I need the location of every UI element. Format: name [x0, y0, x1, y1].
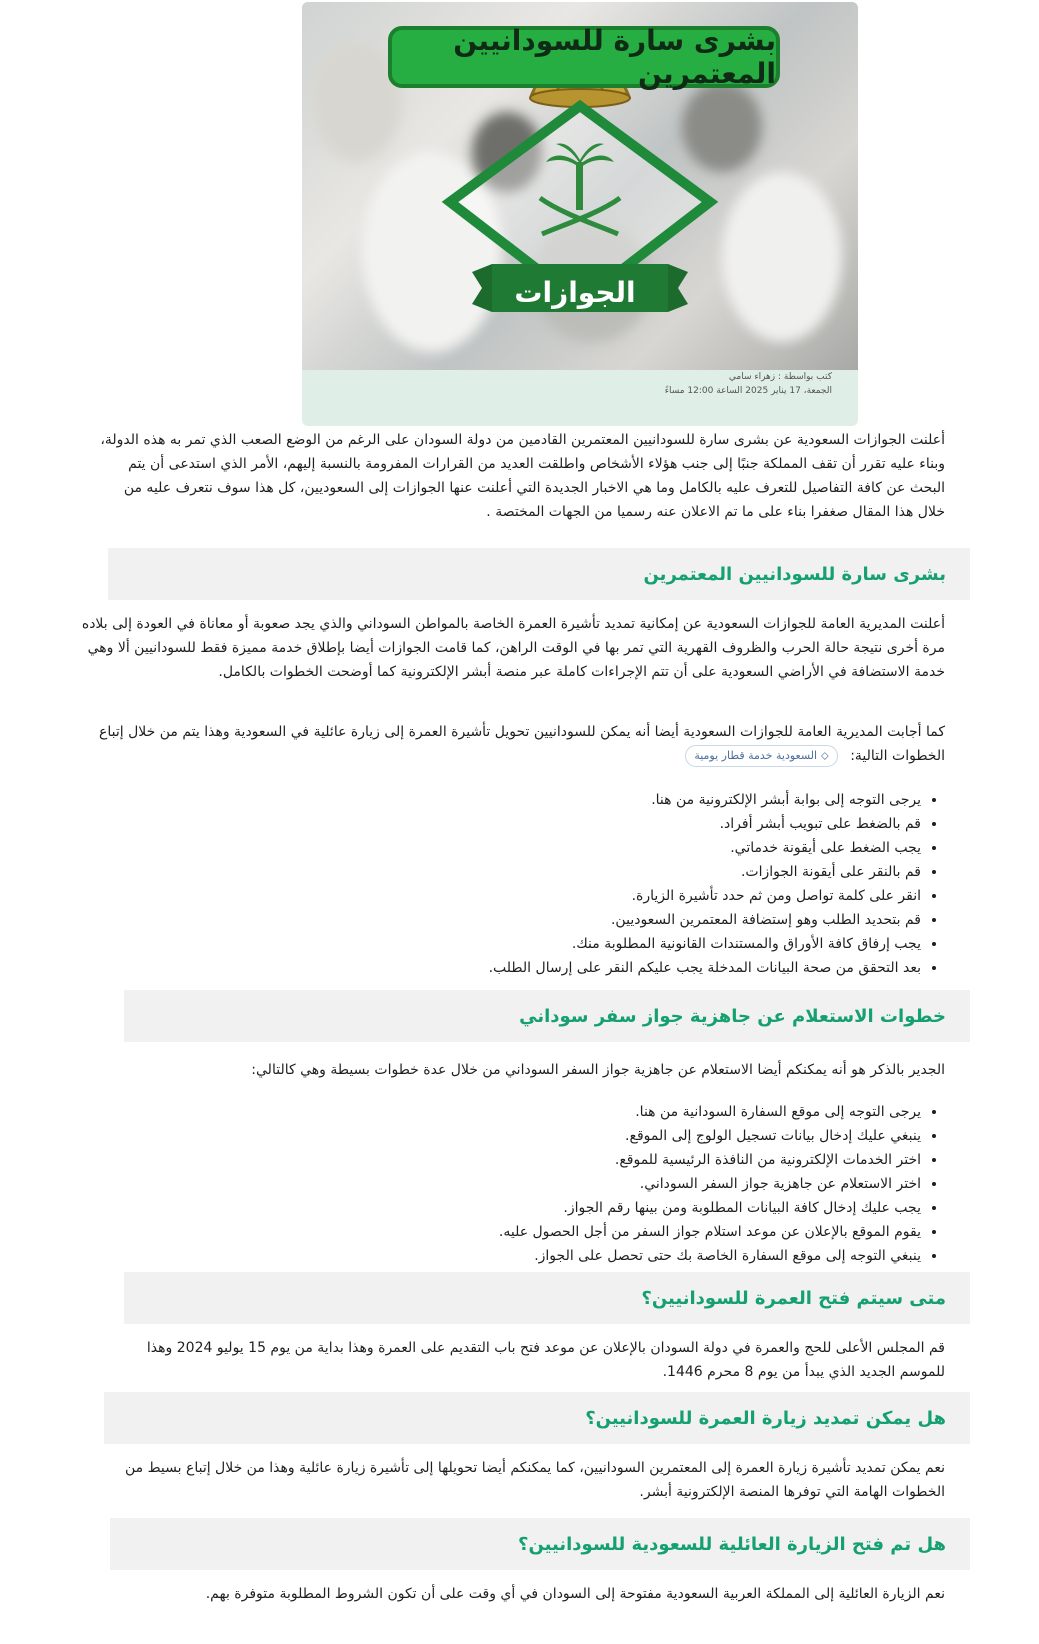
section4-paragraph: نعم يمكن تمديد تأشيرة زيارة العمرة إلى المعتمرين السودانيين، كما يمكنكم أيضا تحويلها إلى تأشيرة زيارة عائلية وهذا من خلال إتباع بسيط من الخطوات الهامة التي توفرها المنصة الإلكترونية أبشر. — [125, 1460, 945, 1500]
date-line: الجمعة، 17 يناير 2025 الساعة 12:00 مساءً — [664, 386, 832, 396]
related-article-tag-label: السعودية خدمة قطار يومية — [694, 749, 818, 762]
list-item: • اختر الخدمات الإلكترونية من النافذة الرئيسية للموقع. — [499, 1148, 921, 1172]
list-item: • بعد التحقق من صحة البيانات المدخلة يجب عليكم النقر على إرسال الطلب. — [489, 956, 921, 980]
list-item: • اختر الاستعلام عن جاهزية جواز السفر السوداني. — [499, 1172, 921, 1196]
section-heading-good-news: بشرى سارة للسودانيين المعتمرين — [108, 548, 970, 600]
list-item: • يجب الضغط على أيقونة خدماتي. — [489, 836, 921, 860]
hero-banner-title: بشرى سارة للسودانيين المعتمرين — [388, 26, 780, 88]
section-heading-passport-inquiry: خطوات الاستعلام عن جاهزية جواز سفر سوداني — [124, 990, 970, 1042]
section1-paragraph-2-text: كما أجابت المديرية العامة للجوازات السعودية أيضا أنه يمكن للسودانيين تحويل تأشيرة العمرة إلى زيارة عائلية في السعودية وهذا يتم من خلال إتباع الخطوات التالية: — [99, 724, 945, 764]
section-heading-umrah-extension: هل يمكن تمديد زيارة العمرة للسودانيين؟ — [104, 1392, 970, 1444]
related-article-tag[interactable] — [685, 745, 837, 767]
list-item: • يجب إرفاق كافة الأوراق والمستندات القانونية المطلوبة منك. — [489, 932, 921, 956]
intro-paragraph: أعلنت الجوازات السعودية عن بشرى سارة للسودانيين المعتمرين القادمين من دولة السودان على الرغم من الوضع الصعب الذي تمر به هذه الدولة، وبناء عليه تقرر أن تقف المملكة جنبًا إلى جنب هؤلاء الأشخاص واطلقت العديد من القرارات المفرومة بالنسبة إليهم، الأمر الذي استدعى أن يتم البحث عن كافة التفاصيل للتعرف عليه بالكامل وما هي الاخبار الجديدة التي أعلنت عنها الجوازات إلى السعوديين، كل هذا سوف نتعرف عليه من خلال هذا المقال صغفرا بناء على ما تم الاعلان عنه رسميا من الجهات المختصة . — [100, 432, 945, 520]
list-item: • قم بتحديد الطلب وهو إستضافة المعتمرين السعوديين. — [489, 908, 921, 932]
hero-image — [302, 2, 858, 426]
author-line: كتب بواسطة : زهراء سامي — [728, 372, 832, 382]
section3-paragraph: قم المجلس الأعلى للحج والعمرة في دولة السودان بالإعلان عن موعد فتح باب التقديم على العمرة وهذا بداية من يوم 15 يوليو 2024 وهذا للموسم الجديد الذي يبدأ من يوم 8 محرم 1446. — [146, 1340, 945, 1380]
section2-steps-list — [499, 1100, 943, 1268]
list-item: • يرجى التوجه إلى بوابة أبشر الإلكترونية من هنا. — [489, 788, 921, 812]
list-item: • يقوم الموقع بالإعلان عن موعد استلام جواز السفر من أجل الحصول عليه. — [499, 1220, 921, 1244]
section1-paragraph-1: أعلنت المديرية العامة للجوازات السعودية عن إمكانية تمديد تأشيرة العمرة الخاصة بالمواطن السوداني والذي يجد صعوبة أو معاناة في العودة إلى بلاده مرة أخرى نتيجة حالة الحرب والظروف القهرية التي تمر بها في الوقت الراهن، كما قامت الجوازات أيضا بإطلاق خدمة مميزة فقط للسودانيين ألا وهي خدمة الاستضافة في الأراضي السعودية على أن تتم الإجراءات كاملة عبر منصة أبشر الإلكترونية كما أوضحت الخطوات بالكامل. — [81, 616, 945, 680]
section1-steps-list — [489, 788, 943, 980]
list-item: • ينبغي التوجه إلى موقع السفارة الخاصة بك حتى تحصل على الجواز. — [499, 1244, 921, 1268]
article-meta — [665, 370, 832, 398]
list-item: • يرجى التوجه إلى موقع السفارة السودانية من هنا. — [499, 1100, 921, 1124]
list-item: • انقر على كلمة تواصل ومن ثم حدد تأشيرة الزيارة. — [489, 884, 921, 908]
section-heading-umrah-opening: متى سيتم فتح العمرة للسودانيين؟ — [124, 1272, 970, 1324]
hero-ribbon-text: الجوازات — [514, 276, 636, 309]
section1-paragraph-2 — [95, 720, 945, 768]
section-heading-family-visit: هل تم فتح الزيارة العائلية للسعودية للسودانيين؟ — [110, 1518, 970, 1570]
tag-icon: ⬦ — [821, 749, 829, 762]
list-item: • قم بالنقر على أيقونة الجوازات. — [489, 860, 921, 884]
list-item: • قم بالضغط على تبويب أبشر أفراد. — [489, 812, 921, 836]
list-item: • يجب عليك إدخال كافة البيانات المطلوبة ومن بينها رقم الجواز. — [499, 1196, 921, 1220]
list-item: • ينبغي عليك إدخال بيانات تسجيل الولوج إلى الموقع. — [499, 1124, 921, 1148]
section2-paragraph: الجدير بالذكر هو أنه يمكنكم أيضا الاستعلام عن جاهزية جواز السفر السوداني من خلال عدة خطوات بسيطة وهي كالتالي: — [251, 1062, 945, 1078]
section5-paragraph: نعم الزيارة العائلية إلى المملكة العربية السعودية مفتوحة إلى السودان في أي وقت على أن تكون الشروط المطلوبة متوفرة بهم. — [205, 1586, 945, 1602]
